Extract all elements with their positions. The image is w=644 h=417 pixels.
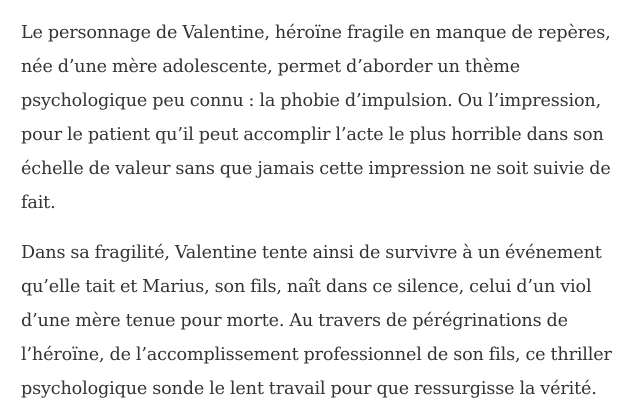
text-line: née d’une mère adolescente, permet d’aborder un thème bbox=[21, 57, 520, 77]
article-body bbox=[21, 16, 636, 406]
text-line: psychologique sonde le lent travail pour que ressurgisse la vérité. bbox=[21, 379, 597, 399]
text-line: échelle de valeur sans que jamais cette impression ne soit suivie de bbox=[21, 159, 611, 179]
paragraph-1 bbox=[21, 16, 636, 220]
paragraph-2 bbox=[21, 236, 636, 406]
text-line: psychologique peu connu : la phobie d’impulsion. Ou l’impression, bbox=[21, 91, 602, 111]
text-line: d’une mère tenue pour morte. Au travers de pérégrinations de bbox=[21, 311, 568, 331]
text-line: fait. bbox=[21, 193, 56, 213]
text-line: l’héroïne, de l’accomplissement professionnel de son fils, ce thriller bbox=[21, 345, 612, 365]
text-line: qu’elle tait et Marius, son fils, naît dans ce silence, celui d’un viol bbox=[21, 277, 592, 297]
text-line: Dans sa fragilité, Valentine tente ainsi de survivre à un événement bbox=[21, 243, 602, 263]
text-line: Le personnage de Valentine, héroïne fragile en manque de repères, bbox=[21, 23, 611, 43]
text-line: pour le patient qu’il peut accomplir l’acte le plus horrible dans son bbox=[21, 125, 604, 145]
